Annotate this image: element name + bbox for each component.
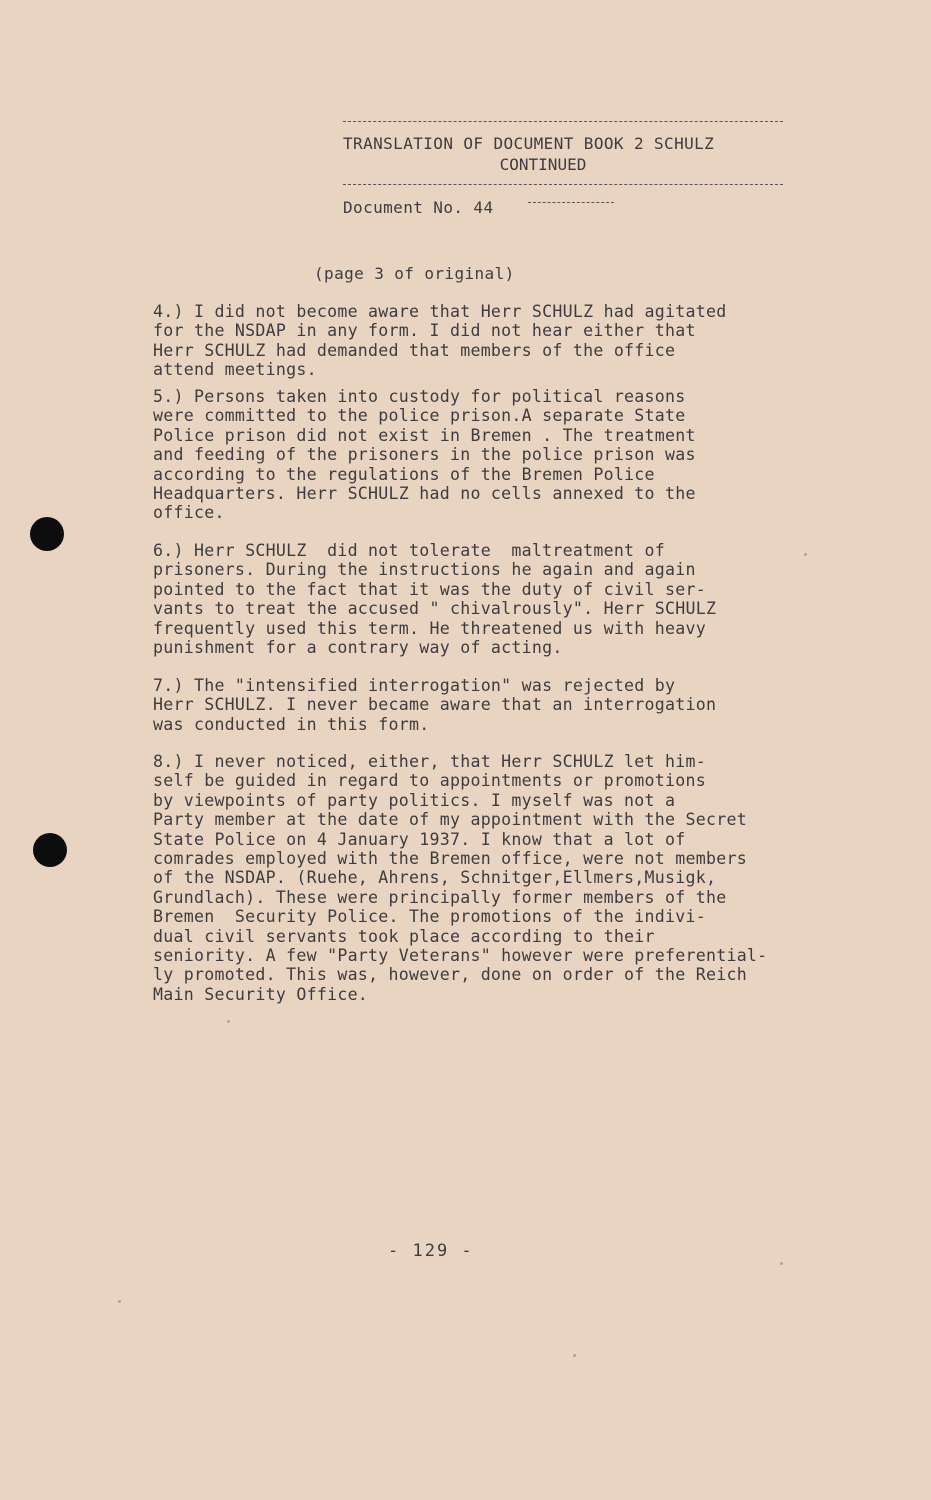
paragraph-line: Herr SCHULZ. I never became aware that an interrogation [153,695,717,715]
paragraph-line: Grundlach). These were principally former members of the [153,887,727,907]
paragraph-line: Bremen Security Police. The promotions of the indivi- [153,907,706,927]
paragraph-line: 7.) The "intensified interrogation" was rejected by [153,676,676,695]
paragraph-line: 6.) Herr SCHULZ did not tolerate maltreatment of [153,541,666,560]
paragraph-line: 5.) Persons taken into custody for political reasons [153,387,686,406]
page-number: - 129 - [388,1241,474,1261]
paragraph-line: punishment for a contrary way of acting. [153,638,563,658]
paragraph-line: were committed to the police prison.A separate State [153,406,686,426]
paragraph-line: 8.) I never noticed, either, that Herr SCHULZ let him- [153,752,706,771]
paragraph-line: self be guided in regard to appointments or promotions [153,771,706,791]
paragraph-line: by viewpoints of party politics. I myself was not a [153,790,676,810]
paragraph-line: was conducted in this form. [153,714,430,734]
paragraph-line: for the NSDAP in any form. I did not hear either that [153,321,696,341]
paragraph-4 [153,302,853,380]
paragraph-line: of the NSDAP. (Ruehe, Ahrens, Schnitger,Ellmers,Musigk, [153,868,717,888]
paragraph-line: 4.) I did not become aware that Herr SCHULZ had agitated [153,302,727,321]
document-number: Document No. 44 [343,198,494,217]
paragraph-line: comrades employed with the Bremen office, were not members [153,849,747,869]
document-header [343,121,783,185]
document-number-divider [528,202,614,203]
punch-hole [33,833,67,867]
paragraph-line: frequently used this term. He threatened us with heavy [153,618,706,638]
paragraph-line: and feeding of the prisoners in the police prison was [153,445,696,465]
paragraph-line: according to the regulations of the Bremen Police [153,464,655,484]
paragraph-line: dual civil servants took place according to their [153,926,655,946]
paragraph-line: Headquarters. Herr SCHULZ had no cells annexed to the [153,484,696,504]
paragraph-line: Party member at the date of my appointment with the Secret [153,810,747,830]
paper-speck [780,1262,783,1265]
paragraph-line: ly promoted. This was, however, done on order of the Reich [153,965,747,985]
paragraph-line: Herr SCHULZ had demanded that members of the office [153,340,676,360]
paragraph-5 [153,387,853,523]
paragraph-line: seniority. A few "Party Veterans" however were preferential- [153,946,768,966]
paragraph-line: office. [153,503,225,523]
header-top-divider [343,121,783,122]
paragraph-6 [153,541,853,657]
punch-hole [30,517,64,551]
paragraph-line: State Police on 4 January 1937. I know that a lot of [153,829,686,849]
page-reference: (page 3 of original) [314,264,515,283]
paragraph-line: Police prison did not exist in Bremen . The treatment [153,425,696,445]
header-subtitle: CONTINUED [499,155,587,174]
paper-speck [804,553,807,556]
paragraph-line: prisoners. During the instructions he again and again [153,560,696,580]
paragraph-line: attend meetings. [153,360,317,380]
header-title: TRANSLATION OF DOCUMENT BOOK 2 SCHULZ [343,134,715,153]
paper-speck [573,1354,576,1357]
paragraph-line: vants to treat the accused " chivalrously". Herr SCHULZ [153,599,717,619]
paragraph-line: Main Security Office. [153,984,369,1004]
paragraph-line: pointed to the fact that it was the duty of civil ser- [153,579,706,599]
paragraph-7 [153,676,853,734]
paragraph-8 [153,752,853,1004]
header-bottom-divider [343,184,783,185]
paper-speck [227,1020,230,1023]
paper-speck [118,1300,121,1303]
